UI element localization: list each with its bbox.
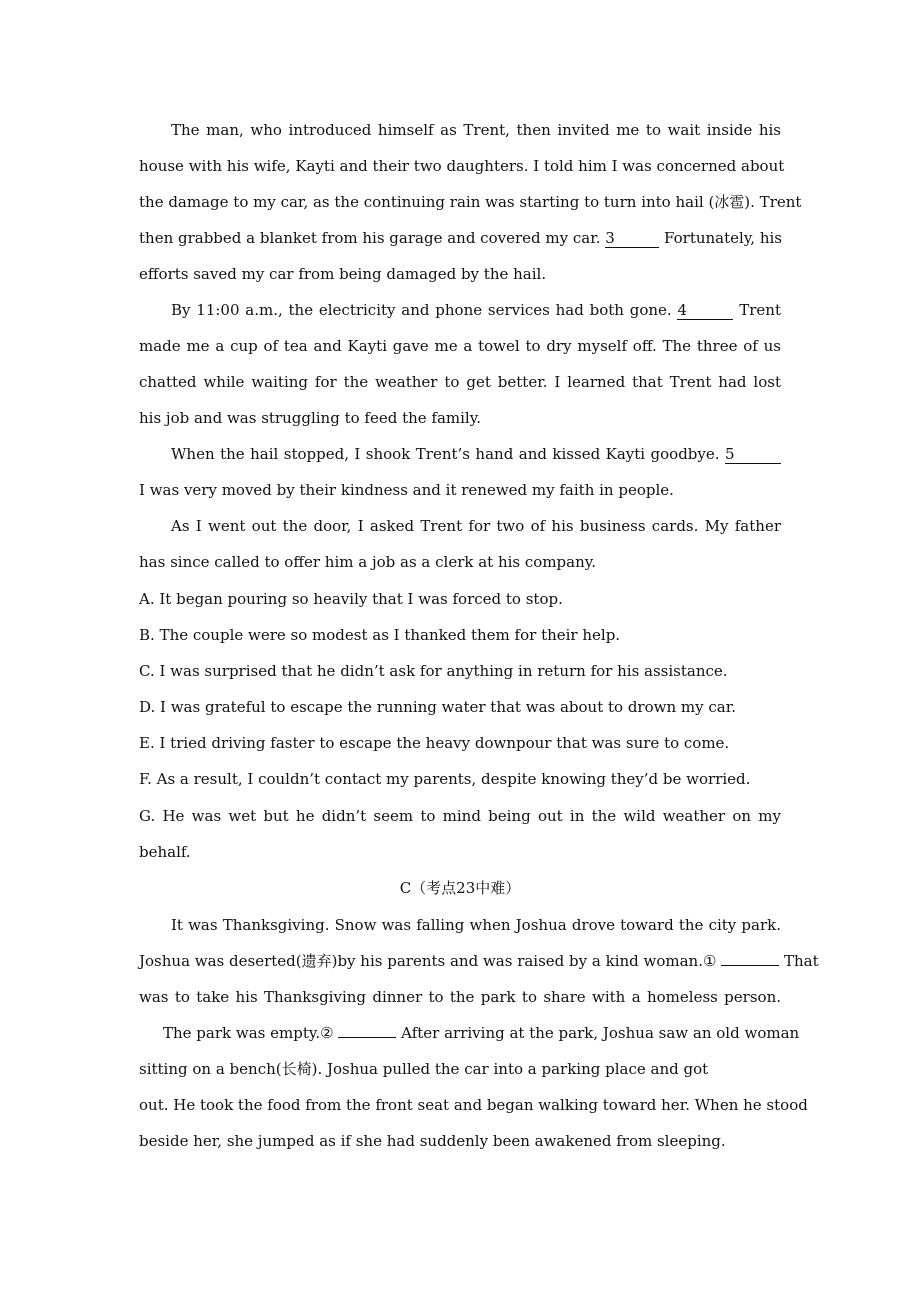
option-d: D. I was grateful to escape the running water that was about to drown my car. bbox=[139, 698, 737, 716]
text-segment: After arriving at the park, Joshua saw an old woman bbox=[401, 1024, 800, 1042]
text-segment: then grabbed a blanket from his garage and covered my car. bbox=[139, 229, 601, 247]
answer-blank-1[interactable] bbox=[721, 965, 779, 966]
option-a: A. It began pouring so heavily that I was forced to stop. bbox=[139, 590, 563, 608]
text-line: I was very moved by their kindness and it renewed my faith in people. bbox=[139, 481, 674, 499]
text-segment: By 11:00 a.m., the electricity and phone services had both gone. bbox=[171, 301, 672, 319]
text-segment: Trent bbox=[739, 301, 781, 319]
text-line: was to take his Thanksgiving dinner to the park to share with a homeless person. bbox=[139, 988, 781, 1006]
text-line: It was Thanksgiving. Snow was falling when Joshua drove toward the city park. bbox=[171, 916, 781, 934]
option-g: G. He was wet but he didn’t seem to mind being out in the wild weather on my bbox=[139, 807, 781, 825]
text-line bbox=[139, 228, 781, 248]
text-line: chatted while waiting for the weather to get better. I learned that Trent had lost bbox=[139, 373, 781, 391]
option-f: F. As a result, I couldn’t contact my parents, despite knowing they’d be worried. bbox=[139, 770, 751, 788]
text-segment: Fortunately, his bbox=[664, 229, 783, 247]
section-heading: C（考点23中难） bbox=[399, 879, 521, 897]
text-line: efforts saved my car from being damaged by the hail. bbox=[139, 265, 547, 283]
text-line: The man, who introduced himself as Trent, then invited me to wait inside his bbox=[171, 121, 781, 139]
text-segment: Joshua was deserted(遗弃)by his parents and was raised by a kind woman.① bbox=[139, 952, 717, 970]
text-line bbox=[163, 1023, 800, 1043]
text-line bbox=[171, 300, 781, 320]
text-line bbox=[171, 444, 781, 464]
text-line: out. He took the food from the front seat and began walking toward her. When he stood bbox=[139, 1096, 808, 1114]
text-segment: When the hail stopped, I shook Trent’s hand and kissed Kayti goodbye. bbox=[171, 445, 720, 463]
text-line: his job and was struggling to feed the family. bbox=[139, 409, 481, 427]
text-line: the damage to my car, as the continuing rain was starting to turn into hail (冰雹). Trent bbox=[139, 193, 802, 211]
answer-blank-3[interactable]: 3 bbox=[605, 229, 659, 248]
option-b: B. The couple were so modest as I thanked them for their help. bbox=[139, 626, 621, 644]
text-line bbox=[139, 951, 819, 971]
answer-blank-4[interactable]: 4 bbox=[677, 301, 733, 320]
text-segment: That bbox=[784, 952, 819, 970]
answer-blank-5[interactable]: 5 bbox=[725, 445, 781, 464]
text-line: made me a cup of tea and Kayti gave me a towel to dry myself off. The three of us bbox=[139, 337, 781, 355]
option-c: C. I was surprised that he didn’t ask for anything in return for his assistance. bbox=[139, 662, 728, 680]
answer-blank-2[interactable] bbox=[338, 1037, 396, 1038]
option-e: E. I tried driving faster to escape the heavy downpour that was sure to come. bbox=[139, 734, 730, 752]
text-line: has since called to offer him a job as a clerk at his company. bbox=[139, 553, 596, 571]
text-line: sitting on a bench(长椅). Joshua pulled the car into a parking place and got bbox=[139, 1060, 709, 1078]
text-segment: The park was empty.② bbox=[163, 1024, 334, 1042]
text-line: house with his wife, Kayti and their two daughters. I told him I was concerned about bbox=[139, 157, 785, 175]
option-g-continued: behalf. bbox=[139, 843, 191, 861]
text-line: As I went out the door, I asked Trent for two of his business cards. My father bbox=[171, 517, 781, 535]
text-line: beside her, she jumped as if she had suddenly been awakened from sleeping. bbox=[139, 1132, 726, 1150]
